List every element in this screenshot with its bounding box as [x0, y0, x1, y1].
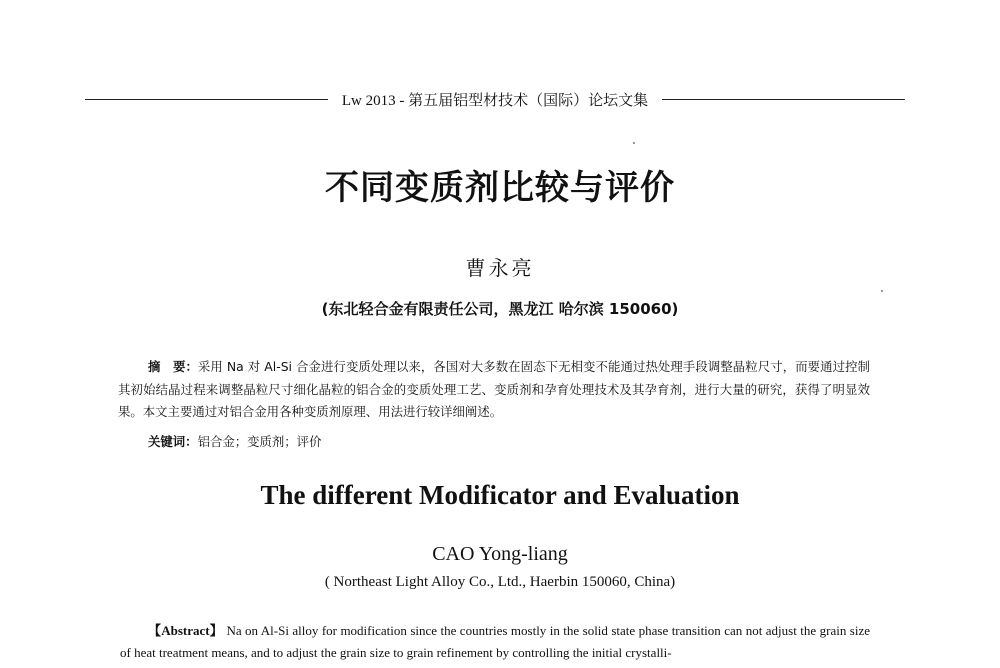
- abstract-chinese: [118, 356, 870, 424]
- author-chinese: 曹永亮: [465, 256, 535, 280]
- abstract-chinese-label: 摘 要：: [148, 359, 198, 374]
- author-english: CAO Yong-liang: [432, 543, 568, 565]
- title-chinese: 不同变质剂比较与评价: [325, 168, 675, 208]
- abstract-english-text: Na on Al-Si alloy for modification since the countries mostly in the solid state phase transition can not adjust the grain size of heat treatment means, and to adjust the grain size to grain refinement by controlling the initial crystalli-: [120, 623, 870, 660]
- title-english: The different Modificator and Evaluation: [260, 480, 740, 510]
- scan-speck: [881, 290, 883, 292]
- keywords-chinese-label: 关键词：: [148, 434, 198, 449]
- header-rule-left: [85, 99, 328, 100]
- abstract-english-label: 【Abstract】: [148, 623, 223, 638]
- keywords-chinese-text: 铝合金；变质剂；评价: [197, 434, 322, 449]
- keywords-chinese: [148, 432, 321, 450]
- affiliation-chinese: (东北轻合金有限责任公司，黑龙江 哈尔滨 150060): [321, 300, 679, 318]
- running-header: [85, 88, 905, 110]
- abstract-english: [120, 620, 870, 664]
- header-rule-right: [662, 99, 905, 100]
- running-header-text: Lw 2013 - 第五届铝型材技术（国际）论坛文集: [341, 92, 649, 109]
- affiliation-english: ( Northeast Light Alloy Co., Ltd., Haerbin 150060, China): [324, 574, 676, 590]
- scan-speck: [633, 142, 635, 144]
- abstract-chinese-text: 采用 Na 对 Al-Si 合金进行变质处理以来，各国对大多数在固态下无相变不能通过热处理手段调整晶粒尺寸，而要通过控制其初始结晶过程来调整晶粒尺寸细化晶粒的铝合金的变质处理工艺、变质剂和孕育处理技术及其孕育剂，进行大量的研究，获得了明显效果。本文主要通过对铝合金用各种变质剂原理、用法进行较详细阐述。: [118, 359, 870, 419]
